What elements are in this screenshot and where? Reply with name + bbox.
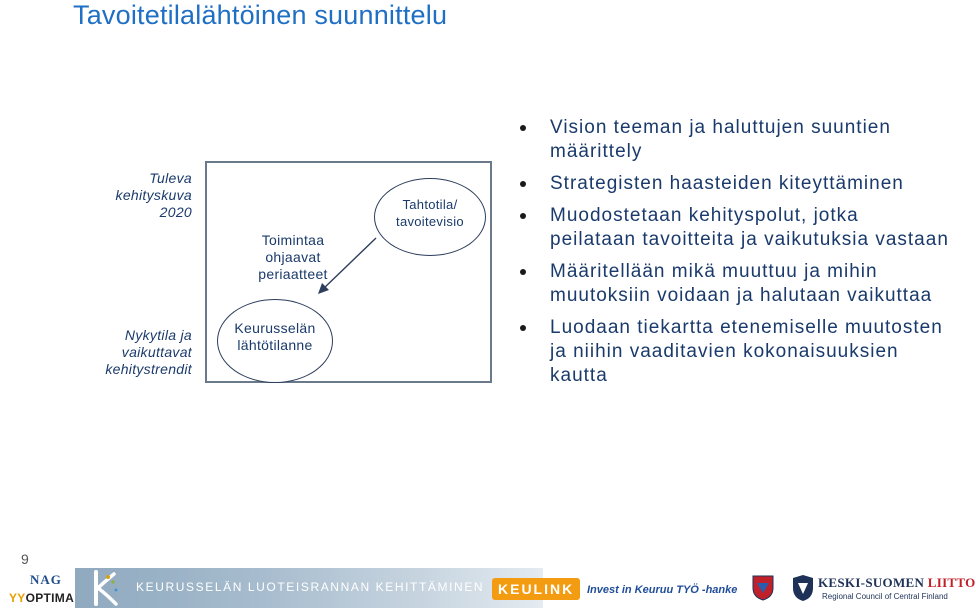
bullet-text: Muodostetaan kehityspolut, jotka peilataan tavoitteita ja vaikutuksia vastaan	[550, 205, 949, 250]
ks-subtitle: Regional Council of Central Finland	[822, 592, 948, 601]
bullet-dot-icon	[520, 125, 526, 131]
page-title: Tavoitetilalähtöinen suunnittelu	[73, 0, 448, 30]
target-vision-text	[374, 196, 486, 230]
start-situation-line: lähtötilanne	[237, 337, 313, 353]
bullet-text: Luodaan tiekartta etenemiselle muutosten ja niihin vaaditavien kokonaisuuksien kautta	[550, 317, 943, 386]
target-vision-line: Tahtotila/	[402, 197, 458, 212]
present-label	[42, 327, 192, 378]
bullet-text: Strategisten haasteiden kiteyttäminen	[550, 173, 904, 194]
crest-icon	[790, 574, 816, 602]
principles-line: Toimintaa	[261, 232, 325, 248]
footer-caption: KEURUSSELÄN LUOTEISRANNAN KEHITTÄMINEN	[136, 580, 485, 594]
diagonal-arrow-icon	[312, 234, 382, 298]
ks-main-text: KESKI-SUOMEN	[818, 575, 925, 590]
bullet-item	[520, 204, 950, 252]
coat-of-arms-icon	[752, 575, 774, 601]
bullet-dot-icon	[520, 325, 526, 331]
nag-logo: NAG	[30, 572, 62, 587]
yyoptima-logo	[9, 591, 74, 605]
future-label-line: kehityskuva	[115, 187, 192, 203]
ks-red-text: LIITTO	[927, 575, 976, 590]
start-situation-text	[217, 320, 333, 354]
yyoptima-rest: OPTIMA	[25, 591, 75, 605]
bullet-text: Vision teeman ja haluttujen suuntien määrittely	[550, 117, 891, 162]
target-vision-line: tavoitevisio	[396, 214, 464, 229]
principles-line: ohjaavat	[265, 249, 321, 265]
principles-line: periaatteet	[258, 266, 328, 282]
bullet-dot-icon	[520, 181, 526, 187]
yyoptima-yy: YY	[9, 591, 26, 605]
bullet-dot-icon	[520, 213, 526, 219]
present-label-line: vaikuttavat	[121, 344, 192, 360]
present-label-line: kehitystrendit	[105, 361, 192, 377]
bullet-item	[520, 172, 950, 196]
bullet-dot-icon	[520, 269, 526, 275]
bullet-item	[520, 316, 950, 388]
bullet-text: Määritellään mikä muuttuu ja mihin muutoksiin voidaan ja halutaan vaikuttaa	[550, 261, 933, 306]
page-number: 9	[21, 551, 29, 567]
start-situation-line: Keurusselän	[234, 320, 316, 336]
k-swirl-logo-icon	[86, 568, 126, 608]
invest-text: Invest in Keuruu TYÖ -hanke	[587, 584, 738, 596]
future-label-line: 2020	[159, 204, 192, 220]
bullet-item	[520, 116, 950, 164]
future-label-line: Tuleva	[149, 170, 192, 186]
bullet-list	[520, 116, 950, 396]
future-label	[42, 170, 192, 221]
keulink-logo: KEULINK	[492, 578, 580, 600]
bullet-item	[520, 260, 950, 308]
keski-suomen-liitto-logo	[818, 575, 976, 591]
present-label-line: Nykytila ja	[124, 327, 192, 343]
